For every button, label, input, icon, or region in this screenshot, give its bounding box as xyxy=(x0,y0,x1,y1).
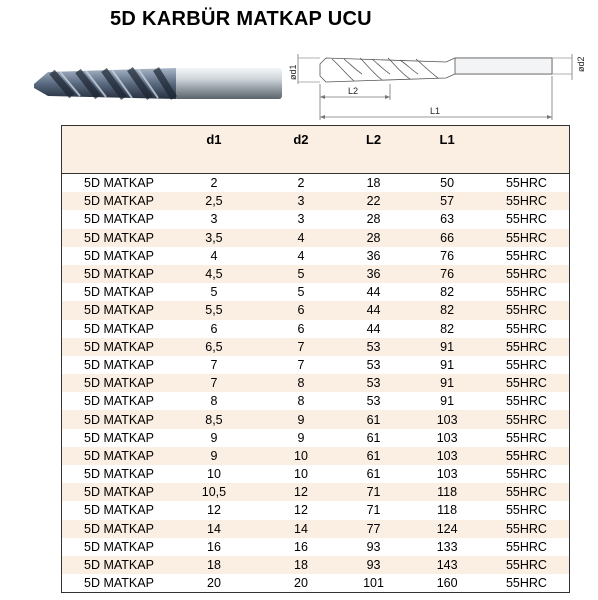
cell-name: 5D MATKAP xyxy=(62,556,163,574)
cell-l2: 71 xyxy=(337,483,411,501)
cell-hardness: 55HRC xyxy=(505,212,547,227)
cell-l1: 103 xyxy=(436,467,458,482)
cell-d2: 6 xyxy=(265,301,337,319)
table-row xyxy=(62,574,570,593)
table-row xyxy=(62,174,570,193)
cell-l1: 57 xyxy=(410,192,484,210)
cell-l1: 66 xyxy=(410,229,484,247)
cell-d1: 8,5 xyxy=(163,410,265,428)
cell-l2: 44 xyxy=(366,321,381,336)
cell-d1: 16 xyxy=(207,539,221,554)
cell-l2: 44 xyxy=(337,301,411,319)
cell-d2: 3 xyxy=(265,192,337,210)
table-row xyxy=(62,392,570,410)
cell-d1: 3 xyxy=(210,212,218,227)
col-header-hardness xyxy=(484,126,570,174)
cell-d2: 6 xyxy=(297,321,305,336)
cell-hardness: 55HRC xyxy=(505,357,547,372)
cell-name: 5D MATKAP xyxy=(62,192,163,210)
cell-hardness: 55HRC xyxy=(505,503,547,518)
cell-name: 5D MATKAP xyxy=(62,229,163,247)
table-row xyxy=(62,501,570,519)
cell-l1: 76 xyxy=(410,265,484,283)
cell-d1: 2,5 xyxy=(163,192,265,210)
cell-hardness: 55HRC xyxy=(505,394,547,409)
cell-name: 5D MATKAP xyxy=(62,410,163,428)
cell-d1: 5 xyxy=(210,285,218,300)
cell-name: 5D MATKAP xyxy=(84,357,154,372)
cell-hardness: 55HRC xyxy=(484,192,570,210)
table-row xyxy=(62,265,570,283)
cell-hardness: 55HRC xyxy=(484,265,570,283)
cell-l1: 103 xyxy=(410,447,484,465)
cell-hardness: 55HRC xyxy=(505,176,547,191)
cell-name: 5D MATKAP xyxy=(84,176,154,191)
cell-d2: 5 xyxy=(265,265,337,283)
cell-l1: 91 xyxy=(410,374,484,392)
cell-d2: 18 xyxy=(265,556,337,574)
cell-l1: 91 xyxy=(440,394,455,409)
table-row xyxy=(62,465,570,483)
cell-d2: 20 xyxy=(294,576,308,591)
cell-d2: 10 xyxy=(265,447,337,465)
l1-label: L1 xyxy=(430,106,441,116)
cell-l2: 18 xyxy=(366,176,381,191)
cell-d1: 9 xyxy=(210,430,218,445)
cell-d1: 18 xyxy=(163,556,265,574)
col-header-d1: d1 xyxy=(163,126,265,174)
table-row xyxy=(62,556,570,574)
cell-l1: 103 xyxy=(436,430,458,445)
col-header-name xyxy=(62,126,163,174)
cell-l2: 53 xyxy=(366,394,381,409)
cell-hardness: 55HRC xyxy=(505,576,547,591)
cell-name: 5D MATKAP xyxy=(84,212,154,227)
cell-d2: 12 xyxy=(294,503,308,518)
cell-d1: 2 xyxy=(210,176,218,191)
cell-hardness: 55HRC xyxy=(484,483,570,501)
table-row xyxy=(62,210,570,228)
cell-hardness: 55HRC xyxy=(505,248,547,263)
drill-bit-image xyxy=(26,58,286,118)
cell-d2: 2 xyxy=(297,176,305,191)
cell-d1: 8 xyxy=(210,394,218,409)
cell-d2: 7 xyxy=(297,357,305,372)
cell-name: 5D MATKAP xyxy=(62,483,163,501)
cell-l2: 93 xyxy=(366,539,381,554)
cell-d2: 10 xyxy=(294,467,308,482)
cell-name: 5D MATKAP xyxy=(84,321,154,336)
cell-hardness: 55HRC xyxy=(505,321,547,336)
cell-l2: 36 xyxy=(337,265,411,283)
table-row xyxy=(62,538,570,556)
l2-label: L2 xyxy=(348,86,359,96)
cell-name: 5D MATKAP xyxy=(84,248,154,263)
cell-l1: 82 xyxy=(440,285,455,300)
cell-l1: 103 xyxy=(410,410,484,428)
cell-d2: 5 xyxy=(297,285,305,300)
cell-d2: 3 xyxy=(297,212,305,227)
cell-hardness: 55HRC xyxy=(505,285,547,300)
cell-d1: 6 xyxy=(210,321,218,336)
cell-name: 5D MATKAP xyxy=(62,520,163,538)
page-title: 5D KARBÜR MATKAP UCU xyxy=(110,8,372,30)
cell-l2: 61 xyxy=(337,447,411,465)
cell-l2: 61 xyxy=(337,410,411,428)
cell-d2: 14 xyxy=(265,520,337,538)
cell-l2: 71 xyxy=(366,503,381,518)
cell-name: 5D MATKAP xyxy=(84,467,154,482)
cell-d1: 3,5 xyxy=(163,229,265,247)
drill-spec-table xyxy=(61,125,570,593)
cell-d1: 5,5 xyxy=(163,301,265,319)
cell-name: 5D MATKAP xyxy=(62,374,163,392)
cell-d1: 20 xyxy=(207,576,221,591)
cell-d1: 10,5 xyxy=(163,483,265,501)
cell-name: 5D MATKAP xyxy=(62,447,163,465)
cell-l2: 36 xyxy=(366,248,381,263)
cell-hardness: 55HRC xyxy=(484,229,570,247)
cell-name: 5D MATKAP xyxy=(84,394,154,409)
col-header-l1: L1 xyxy=(410,126,484,174)
table-row xyxy=(62,483,570,501)
drill-technical-drawing xyxy=(280,44,598,128)
cell-d2: 4 xyxy=(265,229,337,247)
col-header-d2: d2 xyxy=(265,126,337,174)
cell-d1: 4 xyxy=(210,248,218,263)
cell-d1: 7 xyxy=(210,357,218,372)
cell-hardness: 55HRC xyxy=(484,374,570,392)
cell-d2: 4 xyxy=(297,248,305,263)
cell-hardness: 55HRC xyxy=(484,447,570,465)
cell-d2: 9 xyxy=(265,410,337,428)
cell-l2: 61 xyxy=(366,467,381,482)
table-row xyxy=(62,429,570,447)
table-row xyxy=(62,447,570,465)
table-body xyxy=(62,174,570,593)
table-header-row xyxy=(62,126,570,174)
table-row xyxy=(62,374,570,392)
cell-l1: 91 xyxy=(440,357,455,372)
table-row xyxy=(62,320,570,338)
cell-d1: 12 xyxy=(207,503,221,518)
cell-l1: 82 xyxy=(440,321,455,336)
cell-hardness: 55HRC xyxy=(505,467,547,482)
cell-l2: 53 xyxy=(337,374,411,392)
table-row xyxy=(62,229,570,247)
cell-l1: 124 xyxy=(410,520,484,538)
cell-d1: 9 xyxy=(163,447,265,465)
cell-hardness: 55HRC xyxy=(484,520,570,538)
cell-l1: 118 xyxy=(437,503,458,518)
d1-label: ød1 xyxy=(288,64,298,80)
table-row xyxy=(62,520,570,538)
cell-hardness: 55HRC xyxy=(484,410,570,428)
cell-l1: 133 xyxy=(436,539,458,554)
cell-l2: 53 xyxy=(366,357,381,372)
cell-name: 5D MATKAP xyxy=(62,301,163,319)
cell-d1: 14 xyxy=(163,520,265,538)
table-row xyxy=(62,410,570,428)
cell-l2: 44 xyxy=(366,285,381,300)
cell-l1: 143 xyxy=(410,556,484,574)
cell-l1: 50 xyxy=(440,176,455,191)
cell-l1: 76 xyxy=(440,248,455,263)
cell-hardness: 55HRC xyxy=(484,556,570,574)
cell-l2: 22 xyxy=(337,192,411,210)
table-row xyxy=(62,356,570,374)
cell-l2: 28 xyxy=(337,229,411,247)
cell-l2: 77 xyxy=(337,520,411,538)
cell-d2: 9 xyxy=(297,430,305,445)
cell-name: 5D MATKAP xyxy=(84,503,154,518)
cell-l2: 28 xyxy=(366,212,381,227)
cell-l1: 63 xyxy=(440,212,455,227)
cell-d1: 10 xyxy=(207,467,221,482)
table-row xyxy=(62,338,570,356)
cell-d2: 8 xyxy=(297,394,305,409)
cell-name: 5D MATKAP xyxy=(84,285,154,300)
cell-l2: 61 xyxy=(366,430,381,445)
cell-name: 5D MATKAP xyxy=(84,576,154,591)
cell-l1: 160 xyxy=(436,576,458,591)
cell-d2: 16 xyxy=(294,539,308,554)
cell-d2: 8 xyxy=(265,374,337,392)
cell-d1: 7 xyxy=(163,374,265,392)
cell-l1: 91 xyxy=(410,338,484,356)
cell-hardness: 55HRC xyxy=(505,430,547,445)
cell-d2: 12 xyxy=(265,483,337,501)
table-row xyxy=(62,283,570,301)
cell-d1: 6,5 xyxy=(163,338,265,356)
table-row xyxy=(62,301,570,319)
cell-hardness: 55HRC xyxy=(484,301,570,319)
cell-l2: 101 xyxy=(363,576,384,591)
cell-hardness: 55HRC xyxy=(505,539,547,554)
d2-label: ød2 xyxy=(576,56,586,72)
cell-name: 5D MATKAP xyxy=(62,338,163,356)
cell-d2: 7 xyxy=(265,338,337,356)
cell-d1: 4,5 xyxy=(163,265,265,283)
cell-name: 5D MATKAP xyxy=(84,539,154,554)
col-header-l2: L2 xyxy=(337,126,411,174)
cell-l2: 53 xyxy=(337,338,411,356)
cell-l1: 118 xyxy=(410,483,484,501)
cell-name: 5D MATKAP xyxy=(62,265,163,283)
cell-name: 5D MATKAP xyxy=(84,430,154,445)
cell-hardness: 55HRC xyxy=(484,338,570,356)
cell-l2: 93 xyxy=(337,556,411,574)
table-row xyxy=(62,192,570,210)
table-row xyxy=(62,247,570,265)
cell-l1: 82 xyxy=(410,301,484,319)
